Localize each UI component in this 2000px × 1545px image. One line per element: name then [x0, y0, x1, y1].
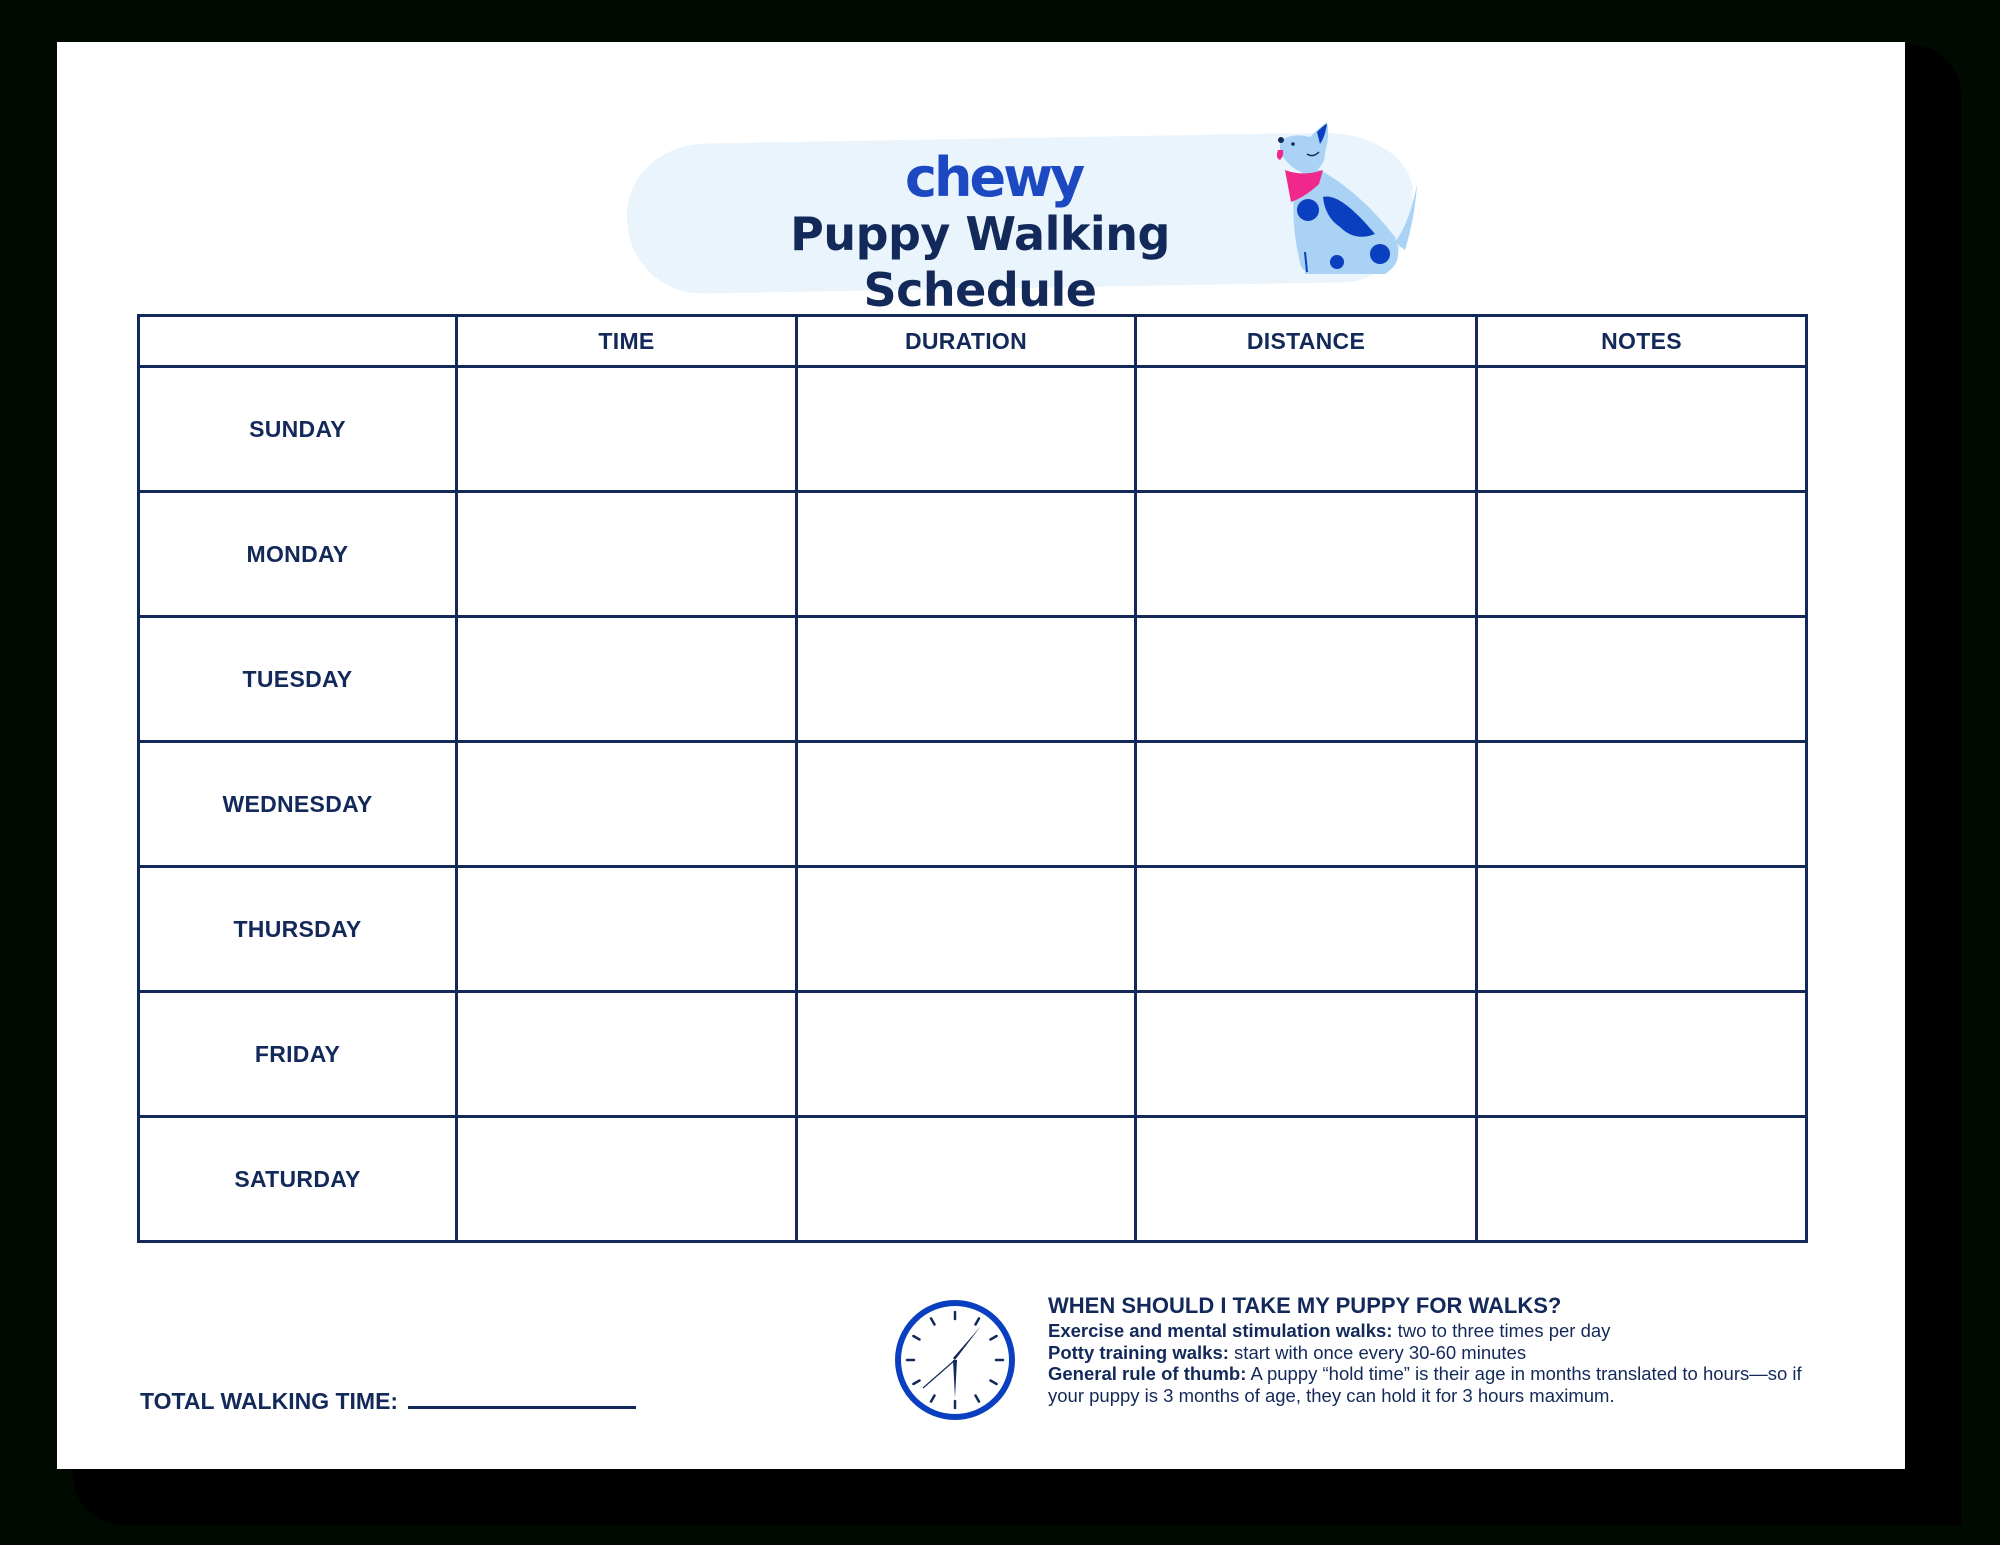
header-cell-blank	[139, 316, 457, 367]
day-label: SUNDAY	[139, 367, 457, 492]
notes-cell[interactable]	[1477, 742, 1807, 867]
day-label: FRIDAY	[139, 992, 457, 1117]
tip-text: two to three times per day	[1392, 1320, 1611, 1341]
table-row	[139, 492, 1807, 617]
tip-text: start with once every 30-60 minutes	[1228, 1341, 1527, 1363]
time-cell[interactable]	[457, 742, 797, 867]
notes-cell[interactable]	[1477, 617, 1807, 742]
page-title: Puppy Walking Schedule	[790, 207, 1170, 317]
table-header-row	[139, 316, 1807, 367]
table-row	[139, 867, 1807, 992]
distance-cell[interactable]	[1136, 992, 1477, 1117]
duration-cell[interactable]	[797, 617, 1136, 742]
table-row	[139, 1117, 1807, 1242]
time-cell[interactable]	[457, 367, 797, 492]
tip-item	[1048, 1342, 1828, 1364]
day-label: THURSDAY	[139, 867, 457, 992]
tips-heading: WHEN SHOULD I TAKE MY PUPPY FOR WALKS?	[1048, 1293, 1562, 1318]
time-cell[interactable]	[457, 867, 797, 992]
total-walking-time-field[interactable]	[408, 1384, 636, 1409]
notes-cell[interactable]	[1477, 1117, 1807, 1242]
distance-cell[interactable]	[1136, 1117, 1477, 1242]
notes-cell[interactable]	[1477, 492, 1807, 617]
chewy-logo: chewy	[905, 146, 1083, 209]
tip-item	[1048, 1363, 1828, 1406]
notes-cell[interactable]	[1477, 992, 1807, 1117]
day-label: MONDAY	[139, 492, 457, 617]
header-cell-notes: NOTES	[1477, 316, 1807, 367]
notes-cell[interactable]	[1477, 867, 1807, 992]
header-cell-distance: DISTANCE	[1136, 316, 1477, 367]
walking-schedule-table	[137, 314, 1808, 1243]
day-label: SATURDAY	[139, 1117, 457, 1242]
total-walking-time	[140, 1384, 636, 1416]
duration-cell[interactable]	[797, 992, 1136, 1117]
table-row	[139, 742, 1807, 867]
notes-cell[interactable]	[1477, 367, 1807, 492]
time-cell[interactable]	[457, 617, 797, 742]
tip-label: Potty training walks:	[1048, 1341, 1229, 1363]
duration-cell[interactable]	[797, 867, 1136, 992]
header-cell-duration: DURATION	[797, 316, 1136, 367]
table-row	[139, 992, 1807, 1117]
time-cell[interactable]	[457, 492, 797, 617]
distance-cell[interactable]	[1136, 742, 1477, 867]
day-label: WEDNESDAY	[139, 742, 457, 867]
total-walking-time-label: TOTAL WALKING TIME:	[140, 1388, 399, 1414]
header-cell-time: TIME	[457, 316, 797, 367]
time-cell[interactable]	[457, 992, 797, 1117]
table-row	[139, 617, 1807, 742]
duration-cell[interactable]	[797, 742, 1136, 867]
duration-cell[interactable]	[797, 492, 1136, 617]
duration-cell[interactable]	[797, 367, 1136, 492]
distance-cell[interactable]	[1136, 367, 1477, 492]
time-cell[interactable]	[457, 1117, 797, 1242]
tip-label: Exercise and mental stimulation walks:	[1048, 1320, 1393, 1341]
day-label: TUESDAY	[139, 617, 457, 742]
dog-illustration-icon	[1245, 122, 1425, 282]
tip-text: A puppy “hold time” is their age in months translated to hours—so if your puppy is 3 months of age, they can hold it for 3 hours maximum.	[1048, 1363, 1802, 1406]
distance-cell[interactable]	[1136, 492, 1477, 617]
tip-item	[1048, 1320, 1828, 1342]
table-row	[139, 367, 1807, 492]
walk-tips	[1048, 1292, 1828, 1406]
clock-icon	[893, 1298, 1017, 1422]
duration-cell[interactable]	[797, 1117, 1136, 1242]
tip-label: General rule of thumb:	[1048, 1363, 1247, 1384]
distance-cell[interactable]	[1136, 867, 1477, 992]
distance-cell[interactable]	[1136, 617, 1477, 742]
